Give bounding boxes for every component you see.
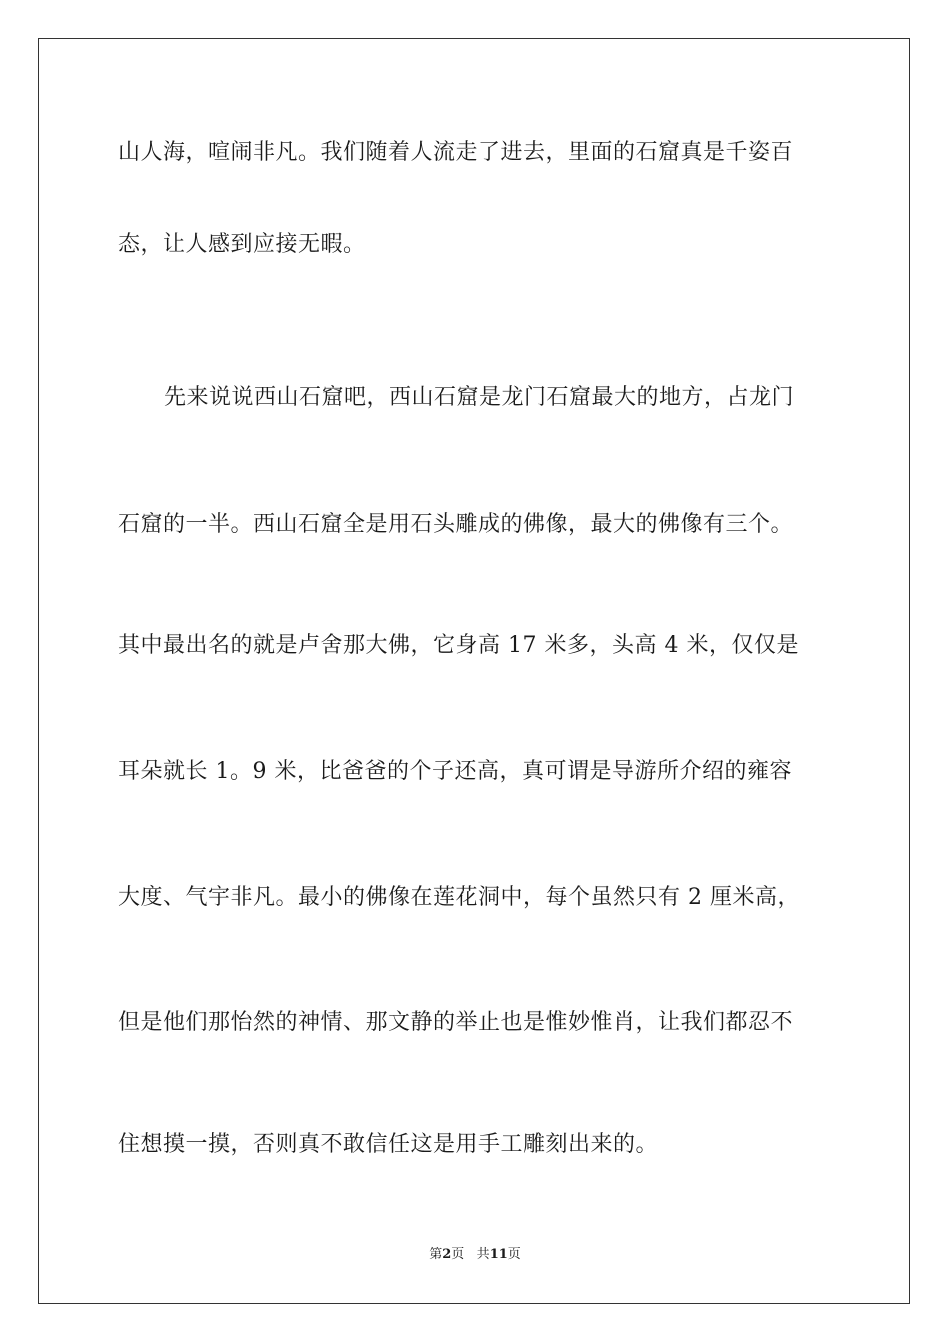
page-footer [0, 1246, 950, 1264]
page-total: 11 [489, 1247, 508, 1262]
text-line-2: 态，让人感到应接无暇。 [118, 232, 366, 257]
text-line-3: 先来说说西山石窟吧，西山石窟是龙门石窟最大的地方，占龙门 [164, 385, 795, 410]
page-suffix: 页 [451, 1247, 465, 1262]
text-line-7: 大度、气宇非凡。最小的佛像在莲花洞中，每个虽然只有 2 厘米高， [118, 885, 800, 910]
page-prefix: 第 [429, 1247, 443, 1262]
text-line-1: 山人海，喧闹非凡。我们随着人流走了进去，里面的石窟真是千姿百 [118, 140, 794, 165]
page-border [38, 38, 910, 1304]
text-line-8: 但是他们那怡然的神情、那文静的举止也是惟妙惟肖，让我们都忍不 [118, 1010, 794, 1035]
text-line-9: 住想摸一摸，否则真不敢信任这是用手工雕刻出来的。 [118, 1132, 659, 1157]
text-line-4: 石窟的一半。西山石窟全是用石头雕成的佛像，最大的佛像有三个。 [118, 512, 794, 537]
total-prefix: 共 [476, 1247, 490, 1262]
text-line-5: 其中最出名的就是卢舍那大佛，它身高 17 米多，头高 4 米，仅仅是 [118, 633, 799, 658]
text-line-6: 耳朵就长 1。9 米，比爸爸的个子还高，真可谓是导游所介绍的雍容 [118, 759, 792, 784]
page-current: 2 [442, 1247, 452, 1262]
total-suffix: 页 [507, 1247, 521, 1262]
